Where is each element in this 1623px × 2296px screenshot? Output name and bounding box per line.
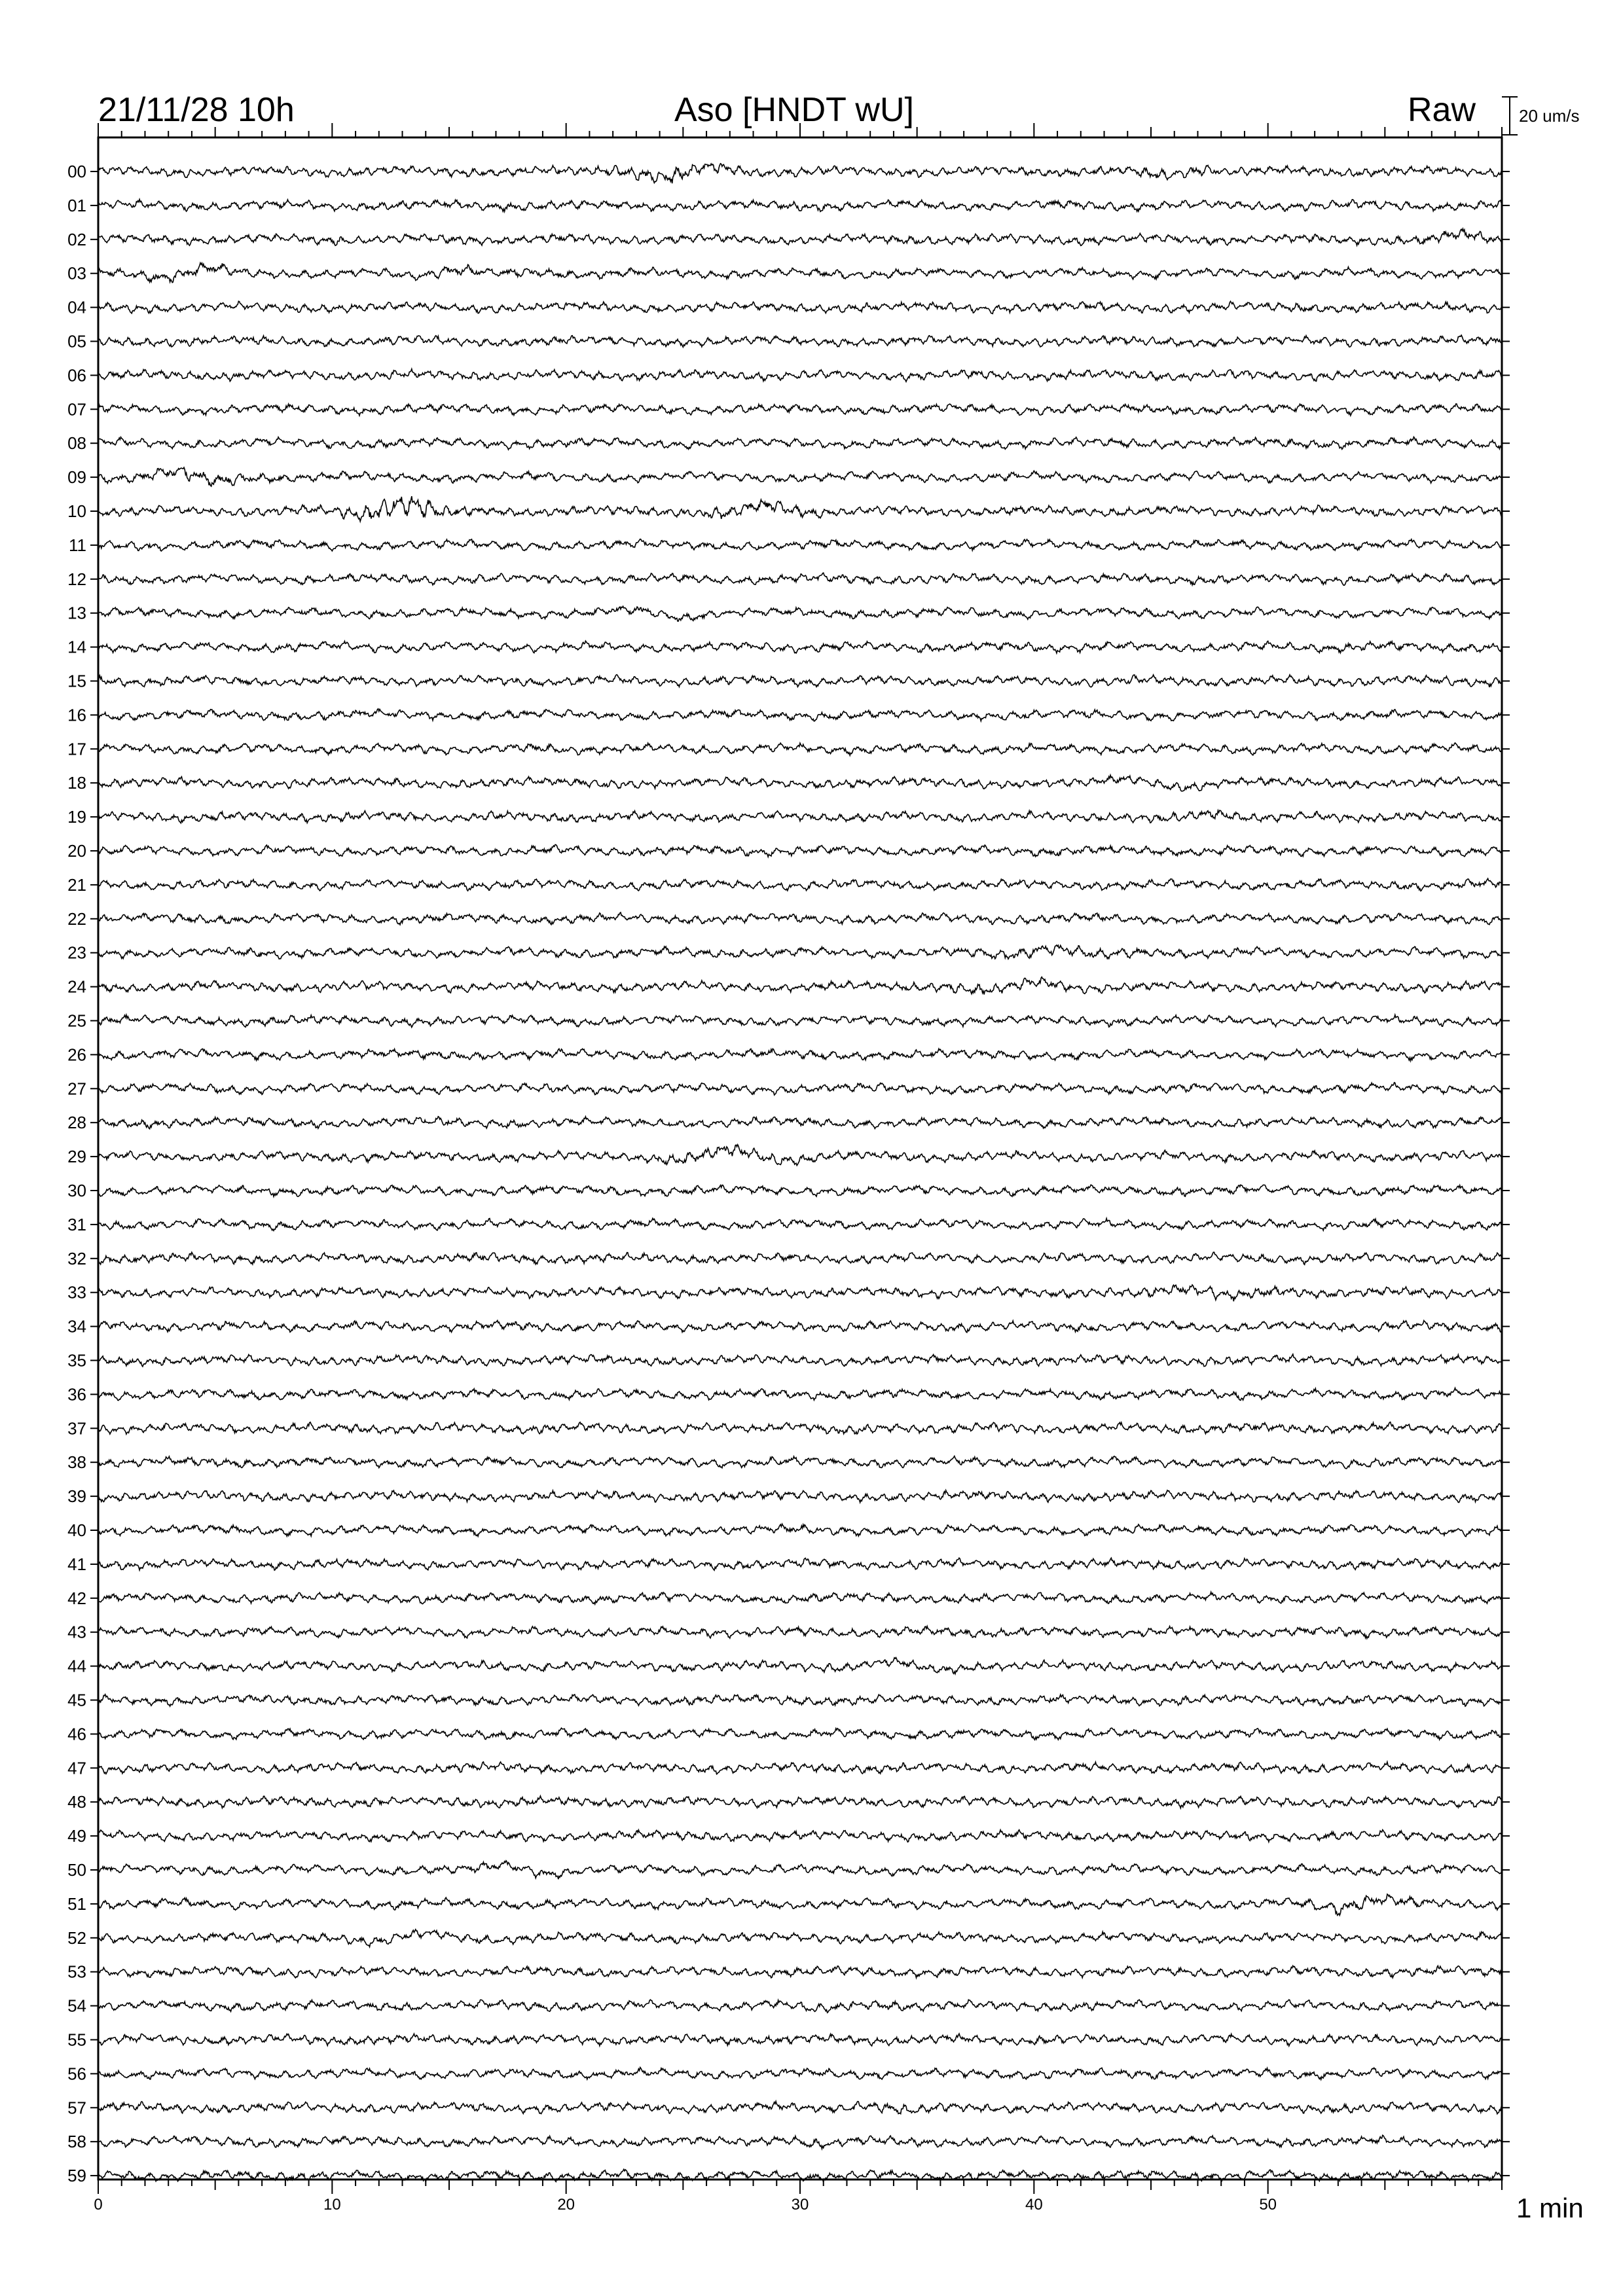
row-label: 49	[67, 1826, 86, 1846]
trace-line	[98, 1894, 1502, 1915]
row-label: 27	[67, 1079, 86, 1099]
row-label: 26	[67, 1045, 86, 1065]
trace-line	[98, 164, 1502, 183]
row-label: 04	[67, 297, 86, 317]
row-label: 17	[67, 739, 86, 759]
station-title: Aso [HNDT wU]	[674, 91, 914, 129]
trace-line	[98, 775, 1502, 791]
trace-line	[98, 1929, 1502, 1947]
row-label: 33	[67, 1282, 86, 1302]
row-label: 25	[67, 1011, 86, 1031]
row-label: 45	[67, 1690, 86, 1710]
trace-line	[98, 1658, 1502, 1674]
row-label: 56	[67, 2064, 86, 2084]
trace-line	[98, 1252, 1502, 1265]
trace-line	[98, 945, 1502, 959]
row-label: 22	[67, 908, 86, 929]
trace-line	[98, 810, 1502, 823]
x-tick-label: 0	[94, 2196, 103, 2214]
row-label: 51	[67, 1893, 86, 1914]
row-label: 40	[67, 1520, 86, 1540]
row-label: 36	[67, 1384, 86, 1405]
trace-line	[98, 369, 1502, 382]
trace-line	[98, 606, 1502, 621]
trace-line	[98, 1049, 1502, 1061]
x-tick-label: 20	[557, 2196, 575, 2214]
row-label: 47	[67, 1758, 86, 1778]
trace-line	[98, 573, 1502, 585]
trace-line	[98, 1321, 1502, 1333]
trace-line	[98, 1592, 1502, 1604]
trace-line	[98, 263, 1502, 283]
row-label: 24	[67, 977, 86, 997]
trace-line	[98, 1830, 1502, 1842]
mode-label: Raw	[1408, 91, 1476, 129]
date-label: 21/11/28 10h	[98, 91, 295, 129]
trace-line	[98, 1218, 1502, 1230]
x-axis-label: 1 min	[1516, 2193, 1584, 2223]
row-label: 23	[67, 942, 86, 963]
scale-label: 20 um/s	[1519, 106, 1580, 126]
row-label: 43	[67, 1622, 86, 1642]
row-label: 07	[67, 399, 86, 420]
row-label: 32	[67, 1248, 86, 1268]
trace-line	[98, 1422, 1502, 1435]
row-label: 59	[67, 2166, 86, 2186]
row-labels	[67, 162, 86, 2185]
trace-line	[98, 200, 1502, 212]
trace-line	[98, 1861, 1502, 1879]
row-label: 10	[67, 501, 86, 521]
row-label: 31	[67, 1214, 86, 1234]
row-label: 53	[67, 1962, 86, 1982]
traces	[90, 164, 1510, 2182]
x-tick-label: 40	[1025, 2196, 1043, 2214]
row-label: 08	[67, 433, 86, 454]
row-label: 52	[67, 1928, 86, 1948]
trace-line	[98, 1185, 1502, 1196]
trace-line	[98, 743, 1502, 755]
trace-line	[98, 301, 1502, 314]
row-label: 46	[67, 1724, 86, 1744]
trace-line	[98, 1117, 1502, 1129]
trace-line	[98, 1965, 1502, 1978]
trace-line	[98, 1558, 1502, 1570]
row-label: 15	[67, 671, 86, 691]
row-label: 16	[67, 705, 86, 725]
trace-line	[98, 467, 1502, 486]
row-label: 35	[67, 1350, 86, 1371]
trace-line	[98, 496, 1502, 522]
row-label: 39	[67, 1486, 86, 1507]
x-tick-label: 10	[323, 2196, 341, 2214]
trace-line	[98, 1762, 1502, 1774]
row-label: 01	[67, 195, 86, 215]
x-tick-label: 30	[791, 2196, 809, 2214]
trace-line	[98, 2068, 1502, 2080]
trace-line	[98, 1728, 1502, 1740]
row-label: 18	[67, 773, 86, 793]
row-label: 20	[67, 841, 86, 861]
trace-line	[98, 1285, 1502, 1301]
row-label: 29	[67, 1147, 86, 1167]
trace-line	[98, 912, 1502, 925]
row-label: 09	[67, 467, 86, 488]
row-label: 38	[67, 1452, 86, 1473]
row-label: 44	[67, 1656, 86, 1676]
trace-line	[98, 404, 1502, 416]
row-label: 37	[67, 1418, 86, 1439]
scale-bar	[1502, 97, 1518, 135]
row-label: 14	[67, 637, 86, 657]
row-label: 03	[67, 263, 86, 283]
row-label: 05	[67, 331, 86, 351]
trace-line	[98, 1524, 1502, 1536]
trace-line	[98, 709, 1502, 721]
row-label: 06	[67, 365, 86, 386]
trace-line	[98, 675, 1502, 687]
row-label: 12	[67, 569, 86, 589]
trace-line	[98, 844, 1502, 857]
trace-line	[98, 437, 1502, 450]
row-label: 28	[67, 1113, 86, 1133]
row-label: 58	[67, 2132, 86, 2152]
trace-line	[98, 2135, 1502, 2149]
row-label: 50	[67, 1860, 86, 1880]
trace-line	[98, 1015, 1502, 1028]
trace-line	[98, 1796, 1502, 1808]
row-label: 42	[67, 1588, 86, 1608]
row-label: 11	[69, 535, 86, 555]
trace-line	[98, 1145, 1502, 1166]
trace-line	[98, 1490, 1502, 1503]
x-tick-label: 50	[1259, 2196, 1277, 2214]
row-label: 00	[67, 162, 86, 181]
row-label: 30	[67, 1181, 86, 1200]
row-label: 02	[67, 229, 86, 249]
trace-line	[98, 1695, 1502, 1706]
row-label: 13	[67, 603, 86, 623]
trace-line	[98, 2000, 1502, 2013]
trace-line	[98, 1083, 1502, 1095]
trace-line	[98, 878, 1502, 891]
trace-line	[98, 1388, 1502, 1401]
trace-line	[98, 539, 1502, 551]
row-label: 41	[67, 1554, 86, 1574]
row-label: 34	[67, 1316, 86, 1336]
trace-line	[98, 1626, 1502, 1639]
trace-line	[98, 229, 1502, 246]
trace-line	[98, 977, 1502, 995]
row-label: 54	[67, 1996, 86, 2016]
trace-line	[98, 1354, 1502, 1367]
row-label: 48	[67, 1792, 86, 1812]
row-label: 21	[67, 874, 86, 895]
row-label: 19	[67, 807, 86, 827]
row-label: 57	[67, 2098, 86, 2118]
trace-line	[98, 1456, 1502, 1469]
trace-line	[98, 335, 1502, 347]
trace-line	[98, 2102, 1502, 2114]
trace-line	[98, 2034, 1502, 2046]
trace-line	[98, 641, 1502, 653]
row-label: 55	[67, 2030, 86, 2050]
